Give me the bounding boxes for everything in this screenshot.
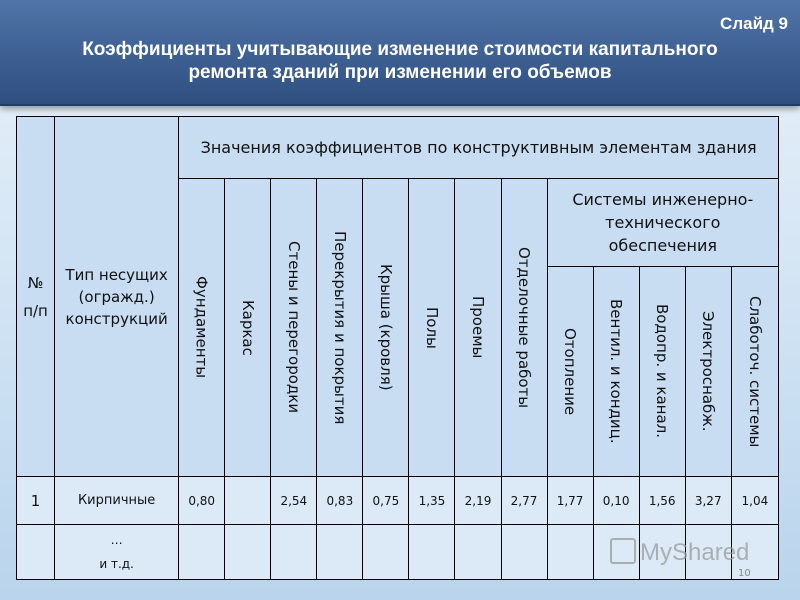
value-cell [501, 525, 547, 580]
value-cell: 0,83 [317, 477, 363, 525]
slide-label: Слайд 9 [720, 14, 788, 33]
value-cell: 2,77 [501, 477, 547, 525]
header-floor-covering: Полы [409, 179, 455, 477]
value-cell [363, 525, 409, 580]
table-row [17, 477, 779, 525]
value-cell: 2,54 [271, 477, 317, 525]
row-type-ellipsis: … [110, 533, 123, 547]
value-cell [179, 525, 225, 580]
header-openings: Проемы [455, 179, 501, 477]
value-cell: 0,10 [593, 477, 639, 525]
value-cell [271, 525, 317, 580]
row-number [17, 525, 55, 580]
coefficients-table [16, 116, 779, 580]
page-number: 10 [738, 568, 751, 579]
value-cell [225, 525, 271, 580]
value-cell [547, 525, 593, 580]
title-line-2: ремонта зданий при изменении его объемов [188, 62, 612, 83]
header-heating: Отопление [547, 267, 593, 477]
header-finishing: Отделочные работы [501, 179, 547, 477]
value-cell: 3,27 [685, 477, 731, 525]
watermark-text: MyShared [640, 539, 750, 566]
row-number: 1 [17, 477, 55, 525]
presentation-icon [610, 538, 636, 564]
watermark-logo [610, 538, 749, 567]
header-frame: Каркас [225, 179, 271, 477]
header-coefficient-group: Значения коэффициентов по конструктивным элементам здания [179, 117, 779, 179]
header-roof: Крыша (кровля) [363, 179, 409, 477]
slide-title [0, 38, 800, 84]
value-cell: 1,04 [731, 477, 778, 525]
header-water-sewage: Водопр. и канал. [639, 267, 685, 477]
row-type: Кирпичные [55, 477, 179, 525]
header-floors-roofs: Перекрытия и покрытия [317, 179, 363, 477]
row-type [55, 525, 179, 580]
header-systems-group: Системы инженерно-технического обеспечения [547, 179, 778, 267]
title-line-1: Коэффициенты учитывающие изменение стоимости капитального [82, 39, 718, 60]
value-cell [455, 525, 501, 580]
value-cell [225, 477, 271, 525]
value-cell: 1,56 [639, 477, 685, 525]
header-low-current: Слаботоч. системы [731, 267, 778, 477]
row-type-etc: и т.д. [99, 557, 134, 571]
header-walls: Стены и перегородки [271, 179, 317, 477]
header-construction-type: Тип несущих (огражд.) конструкций [55, 117, 179, 477]
header-ventilation: Вентил. и кондиц. [593, 267, 639, 477]
value-cell: 0,75 [363, 477, 409, 525]
value-cell: 1,77 [547, 477, 593, 525]
header-electricity: Электроснабж. [685, 267, 731, 477]
value-cell: 2,19 [455, 477, 501, 525]
value-cell [409, 525, 455, 580]
header-foundations: Фундаменты [179, 179, 225, 477]
value-cell: 1,35 [409, 477, 455, 525]
header-number: № п/п [17, 117, 55, 477]
value-cell: 0,80 [179, 477, 225, 525]
slide-header [0, 0, 800, 106]
value-cell [317, 525, 363, 580]
